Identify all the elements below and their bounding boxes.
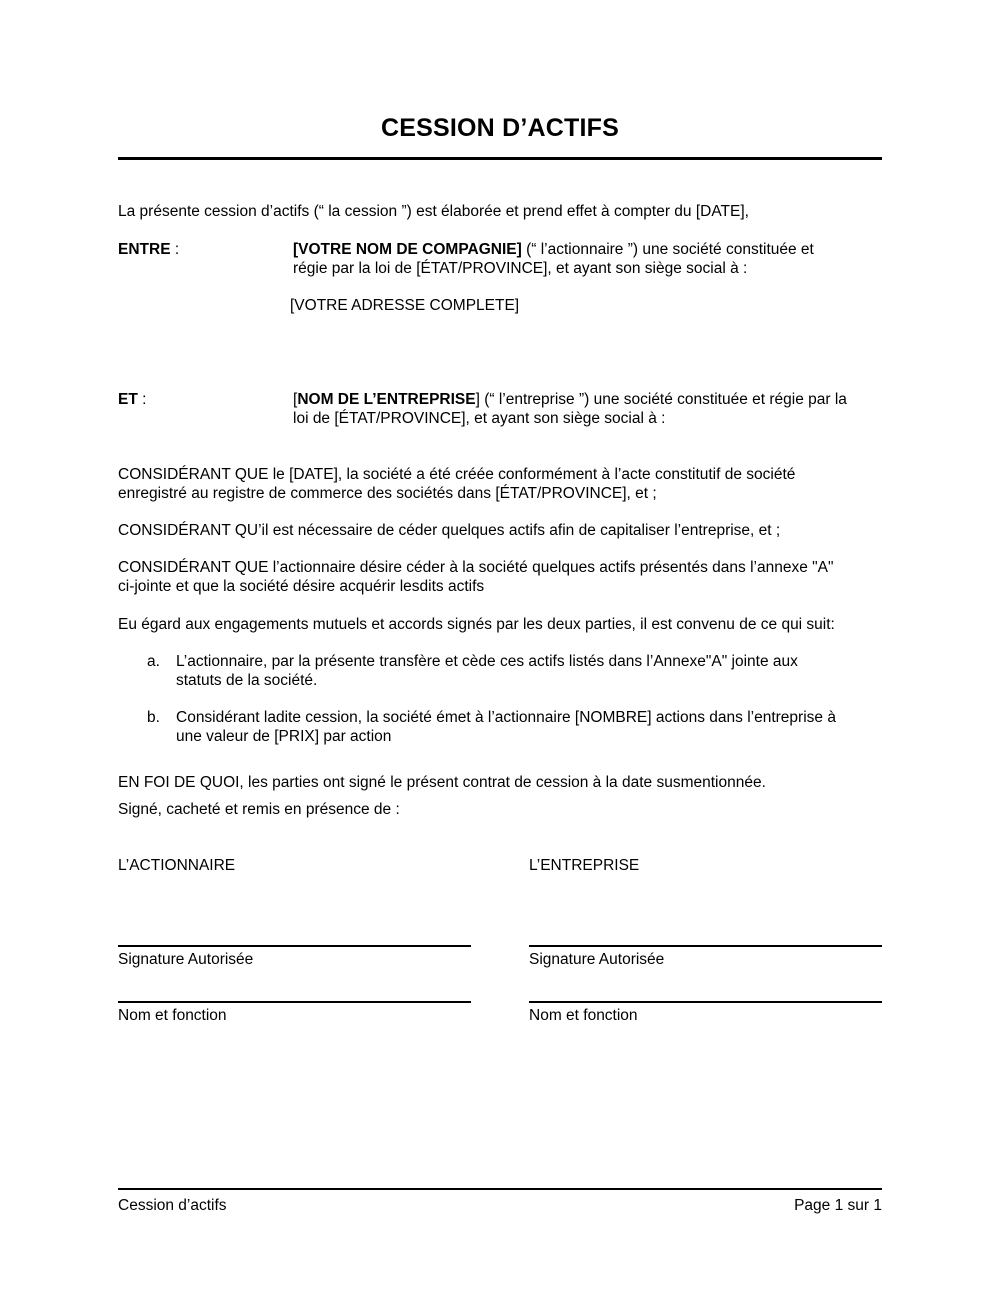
clause-line: une valeur de [PRIX] par action: [176, 728, 392, 745]
footer-document-name: Cession d’actifs: [118, 1197, 227, 1214]
clause-b: [176, 708, 882, 746]
bracket-open: [: [293, 391, 298, 408]
party-label-entre: [118, 240, 179, 259]
party-label-colon: :: [170, 241, 180, 258]
clause-a: [176, 652, 882, 690]
intro-paragraph: La présente cession d’actifs (“ la cession ”) est élaborée et prend effet à compter du [DATE],: [118, 203, 749, 220]
signature-label-actionnaire: Signature Autorisée: [118, 951, 254, 968]
name-line-actionnaire[interactable]: [118, 1001, 471, 1003]
party-text-line1: (“ l’actionnaire ”) une société constituée et: [521, 241, 814, 258]
party-description-et: [293, 390, 883, 428]
clause-marker-b: b.: [147, 709, 160, 726]
agreement-intro: Eu égard aux engagements mutuels et accords signés par les deux parties, il est convenu de ce qui suit:: [118, 616, 835, 633]
party-text-line1: ] (“ l’entreprise ”) une société constituée et régie par la: [475, 391, 847, 408]
whereas-line: CONSIDÉRANT QU’il est nécessaire de céder quelques actifs afin de capitaliser l’entreprise, et ;: [118, 522, 781, 539]
party-label-et: [118, 390, 146, 409]
name-label-entreprise: Nom et fonction: [529, 1007, 638, 1024]
clause-line: Considérant ladite cession, la société émet à l’actionnaire [NOMBRE] actions dans l’entreprise à: [176, 709, 836, 726]
footer-page-number: Page 1 sur 1: [794, 1197, 882, 1214]
document-title: CESSION D’ACTIFS: [381, 114, 619, 142]
clause-marker-a: a.: [147, 653, 160, 670]
signature-party-actionnaire: L’ACTIONNAIRE: [118, 857, 236, 874]
title-divider: [118, 157, 882, 160]
whereas-paragraph-1: [118, 465, 882, 503]
whereas-paragraph-3: [118, 558, 882, 596]
signature-line-entreprise[interactable]: [529, 945, 882, 947]
enterprise-name-placeholder: NOM DE L’ENTREPRISE: [297, 391, 476, 408]
signature-label-entreprise: Signature Autorisée: [529, 951, 665, 968]
whereas-paragraph-2: [118, 521, 882, 540]
party-description-entre: [293, 240, 883, 278]
whereas-line: CONSIDÉRANT QUE l’actionnaire désire céder à la société quelques actifs présentés dans l’annexe "A": [118, 559, 834, 576]
party-label-text: ENTRE: [118, 241, 171, 258]
name-label-actionnaire: Nom et fonction: [118, 1007, 227, 1024]
footer-divider: [118, 1188, 882, 1190]
party-label-colon: :: [137, 391, 147, 408]
signed-statement: Signé, cacheté et remis en présence de :: [118, 801, 400, 818]
signature-line-actionnaire[interactable]: [118, 945, 471, 947]
clause-line: statuts de la société.: [176, 672, 318, 689]
whereas-line: enregistré au registre de commerce des sociétés dans [ÉTAT/PROVINCE], et ;: [118, 485, 657, 502]
witness-statement: EN FOI DE QUOI, les parties ont signé le présent contrat de cession à la date susmentionnée.: [118, 774, 766, 791]
party-text-line2: loi de [ÉTAT/PROVINCE], et ayant son siège social à :: [293, 410, 666, 427]
clause-line: L’actionnaire, par la présente transfère et cède ces actifs listés dans l’Annexe"A" jointe aux: [176, 653, 798, 670]
party-text-line2: régie par la loi de [ÉTAT/PROVINCE], et ayant son siège social à :: [293, 260, 748, 277]
address-placeholder: [VOTRE ADRESSE COMPLETE]: [290, 297, 520, 314]
whereas-line: ci-jointe et que la société désire acquérir lesdits actifs: [118, 578, 485, 595]
signature-party-entreprise: L’ENTREPRISE: [529, 857, 640, 874]
whereas-line: CONSIDÉRANT QUE le [DATE], la société a été créée conformément à l’acte constitutif de société: [118, 466, 796, 483]
name-line-entreprise[interactable]: [529, 1001, 882, 1003]
company-name-placeholder: [VOTRE NOM DE COMPAGNIE]: [293, 241, 522, 258]
party-label-text: ET: [118, 391, 138, 408]
